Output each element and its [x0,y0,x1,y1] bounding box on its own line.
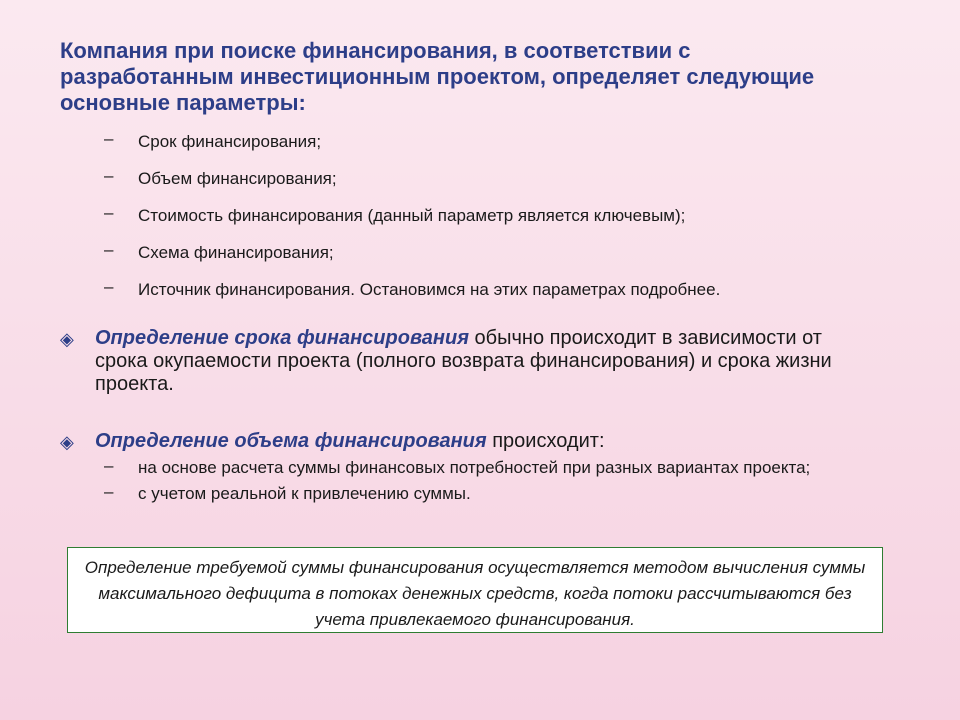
parameter-text: Объем финансирования; [138,169,337,188]
section-term-definition [60,327,860,396]
list-item [104,240,904,280]
section-text [60,327,860,396]
parameter-text: Источник финансирования. Остановимся на этих параметрах подробнее. [138,280,721,299]
parameters-list [104,129,904,317]
diamond-bullet-icon: ◈ [60,329,74,349]
section-volume-definition [60,430,860,453]
dash-marker: – [104,482,114,501]
slide-title: Компания при поиске финансирования, в соответствии с разработанным инвестиционным проектом, определяет следующие основные параметры: [60,38,815,115]
sub-item-text: на основе расчета суммы финансовых потребностей при разных вариантах проекта; [138,458,811,477]
list-item [104,458,860,478]
volume-sub-list [104,458,860,510]
list-item [104,203,904,243]
list-item [104,166,904,206]
dash-marker: – [104,277,114,296]
section-body: обычно происходит в зависимости от срока окупаемости проекта (полного возврата финансирования) и срока жизни проекта. [95,327,832,395]
list-item [104,129,904,169]
dash-marker: – [104,456,114,475]
section-heading: Определение объема финансирования [95,430,487,452]
list-item [104,277,904,317]
dash-marker: – [104,203,114,222]
section-text [60,430,860,453]
parameter-text: Схема финансирования; [138,243,334,262]
sub-item-text: с учетом реальной к привлечению суммы. [138,484,471,503]
section-heading: Определение срока финансирования [95,327,469,349]
dash-marker: – [104,166,114,185]
parameter-text: Срок финансирования; [138,132,322,151]
parameter-text: Стоимость финансирования (данный параметр является ключевым); [138,206,686,225]
section-body: происходит: [486,430,605,452]
dash-marker: – [104,129,114,148]
dash-marker: – [104,240,114,259]
note-box: Определение требуемой суммы финансирования осуществляется методом вычисления суммы максимального дефицита в потоках денежных средств, когда потоки рассчитываются без учета привлекаемого финансирования. [67,547,883,633]
diamond-bullet-icon: ◈ [60,432,74,452]
list-item [104,484,860,504]
